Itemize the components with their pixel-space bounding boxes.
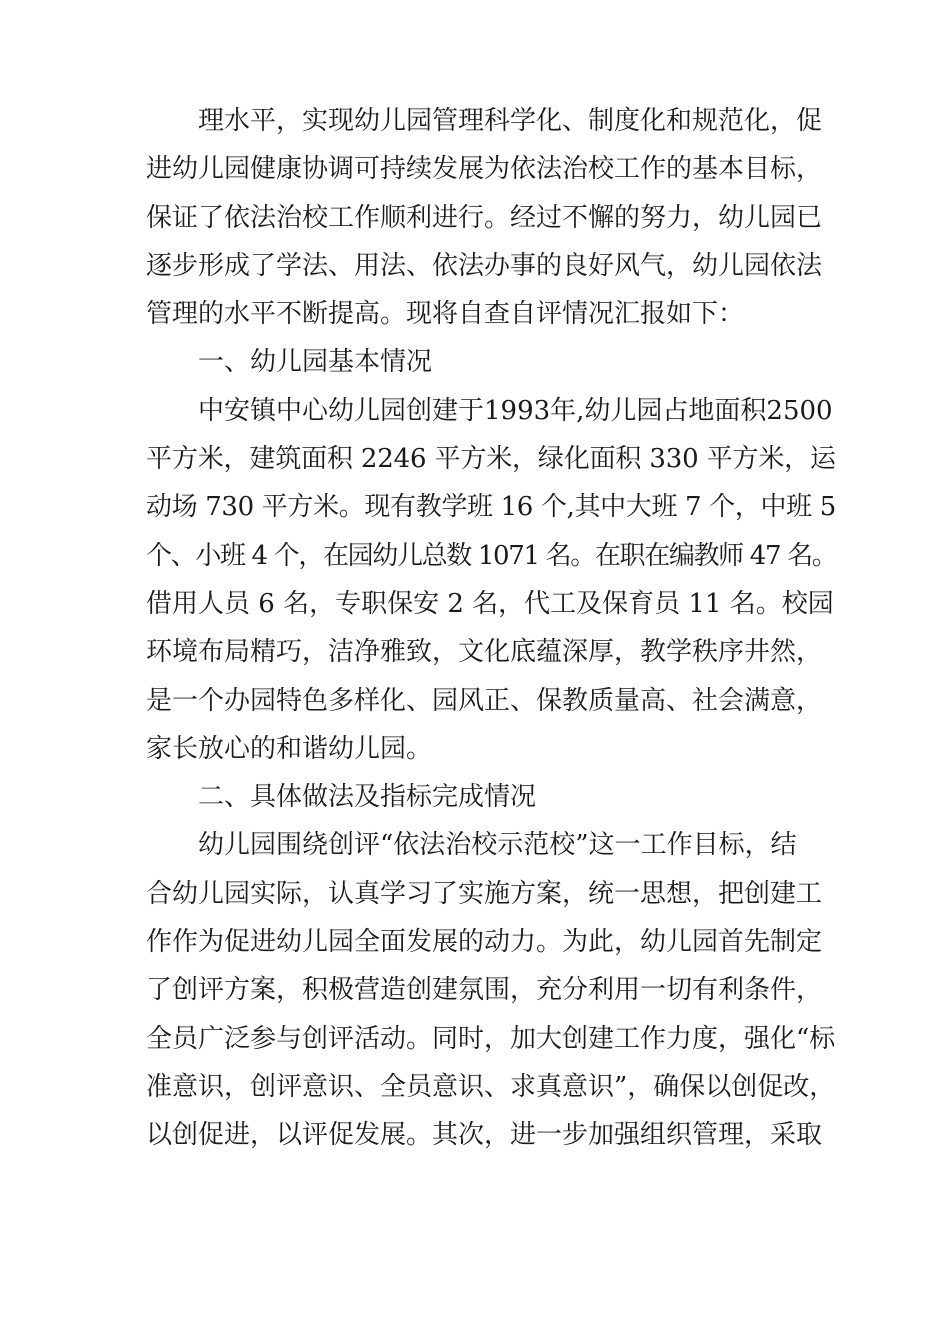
text-line: 保证了依法治校工作顺利进行。经过不懈的努力，幼儿园已 <box>146 202 823 233</box>
text-line: 理水平，实现幼儿园管理科学化、制度化和规范化，促 <box>198 106 823 136</box>
text-line: 进幼儿园健康协调可持续发展为依法治校工作的基本目标， <box>146 154 823 185</box>
text-line: 借用人员 6 名，专职保安 2 名，代工及保育员 11 名。校园 <box>146 588 834 619</box>
text-line: 全员广泛参与创评活动。同时，加大创建工作力度，强化“标 <box>146 1023 836 1054</box>
text-line: 作作为促进幼儿园全面发展的动力。为此，幼儿园首先制定 <box>146 927 823 958</box>
text-line: 了创评方案，积极营造创建氛围，充分利用一切有利条件， <box>146 975 823 1006</box>
text-line: 合幼儿园实际，认真学习了实施方案，统一思想，把创建工 <box>146 878 823 909</box>
text-line: 平方米，建筑面积 2246 平方米，绿化面积 330 平方米，运 <box>146 444 836 475</box>
text-line: 逐步形成了学法、用法、依法办事的良好风气，幼儿园依法 <box>146 250 823 281</box>
text-line: 中安镇中心幼儿园创建于1993年,幼儿园占地面积2500 <box>198 395 833 426</box>
text-line: 管理的水平不断提高。现将自查自评情况汇报如下： <box>146 299 745 330</box>
text-line: 一、幼儿园基本情况 <box>198 347 433 378</box>
text-line: 二、具体做法及指标完成情况 <box>198 782 537 813</box>
text-line: 动场 730 平方米。现有教学班 16 个,其中大班 7 个，中班 5 <box>146 492 836 523</box>
text-line: 个、小班 4 个，在园幼儿总数 1071 名。在职在编教师 47 名。 <box>146 540 837 571</box>
text-line: 幼儿园围绕创评“依法治校示范校”这一工作目标，结 <box>198 830 797 861</box>
text-line: 以创促进，以评促发展。其次，进一步加强组织管理，采取 <box>146 1120 823 1151</box>
text-line: 环境布局精巧，洁净雅致，文化底蕴深厚，教学秩序井然， <box>146 637 823 668</box>
text-line: 准意识，创评意识、全员意识、求真意识”，确保以创促改， <box>146 1071 836 1102</box>
document-body <box>146 97 836 1160</box>
text-line: 家长放心的和谐幼儿园。 <box>146 733 433 764</box>
text-line: 是一个办园特色多样化、园风正、保教质量高、社会满意， <box>146 685 823 716</box>
